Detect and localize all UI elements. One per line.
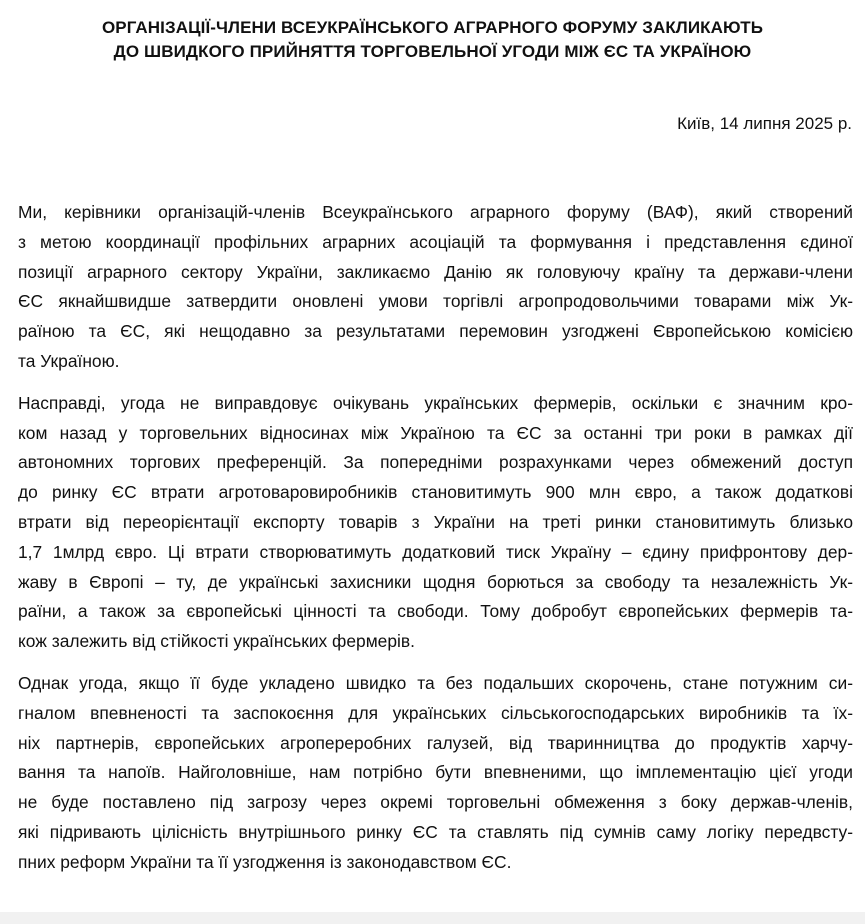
paragraph-3 [18, 669, 853, 878]
paragraph-line: втрати від переорієнтації експорту товарів з України на треті ринки становитимуть близько [18, 511, 853, 532]
title-line-1: ОРГАНІЗАЦІЇ-ЧЛЕНИ ВСЕУКРАЇНСЬКОГО АГРАРНОГО ФОРУМУ ЗАКЛИКАЮТЬ [101, 18, 764, 37]
paragraph-line: Насправді, угода не виправдовує очікувань українських фермерів, оскільки є значним кро- [18, 392, 853, 413]
paragraph-line: жаву в Європі – ту, де українські захисники щодня борються за свободу та незалежність Ук- [18, 571, 853, 592]
document-body [18, 198, 853, 890]
paragraph-line: позиції аграрного сектору України, закликаємо Данію як головуючу країну та держави-члени [18, 261, 853, 282]
paragraph-line: Однак угода, якщо її буде укладено швидко та без подальших скорочень, стане потужним си- [18, 672, 853, 693]
paragraph-line: 1,7 1млрд євро. Ці втрати створюватимуть додатковий тиск Україну – єдину прифронтову дер- [18, 541, 853, 562]
paragraph-line: ЄС якнайшвидше затвердити оновлені умови торгівлі агропродовольчими товарами між Ук- [18, 291, 853, 312]
paragraph-2 [18, 389, 853, 657]
paragraph-line: ком назад у торговельних відносинах між Україною та ЄС за останні три роки в рамках дії [18, 422, 853, 443]
paragraph-line: не буде поставлено під загрозу через окремі торговельні обмеження з боку держав-членів, [18, 792, 853, 813]
paragraph-line: раїною та ЄС, які нещодавно за результатами перемовин узгоджені Європейською комісією [18, 321, 853, 342]
paragraph-line: гналом впевненості та заспокоєння для українських сільськогосподарських виробників та їх- [18, 702, 853, 723]
paragraph-line: автономних торгових преференцій. За попередніми розрахунками через обмежений доступ [18, 452, 853, 473]
paragraph-1 [18, 198, 853, 377]
paragraph-line: які підривають цілісність внутрішнього ринку ЄС та ставлять під сумнів саму логіку передвсту- [18, 821, 853, 842]
paragraph-line: з метою координації профільних аграрних асоціацій та формування і представлення єдиної [18, 231, 853, 252]
bottom-page-edge [0, 912, 865, 924]
paragraph-line: до ринку ЄС втрати агротоваровиробників становитимуть 900 млн євро, а також додаткові [18, 482, 853, 503]
document-title [0, 16, 865, 64]
paragraph-line: вання та напоїв. Найголовніше, нам потрібно бути впевненими, що імплементацію цієї угоди [18, 762, 853, 783]
paragraph-line: кож залежить від стійкості українських фермерів. [18, 631, 415, 652]
paragraph-line: Ми, керівники організацій-членів Всеукраїнського аграрного форуму (ВАФ), який створений [18, 202, 853, 222]
paragraph-line: пних реформ України та її узгодження із законодавством ЄС. [18, 851, 512, 872]
paragraph-line: раїни, а також за європейські цінності та свободи. Тому добробут європейських фермерів та- [18, 601, 853, 622]
paragraph-line: ніх партнерів, європейських агропереробних галузей, від тваринництва до продуктів харчу- [18, 732, 853, 753]
title-line-2: ДО ШВИДКОГО ПРИЙНЯТТЯ ТОРГОВЕЛЬНОЇ УГОДИ МІЖ ЄС ТА УКРАЇНОЮ [113, 42, 752, 61]
place-and-date: Київ, 14 липня 2025 р. [677, 114, 852, 133]
paragraph-line: та Україною. [18, 350, 120, 371]
